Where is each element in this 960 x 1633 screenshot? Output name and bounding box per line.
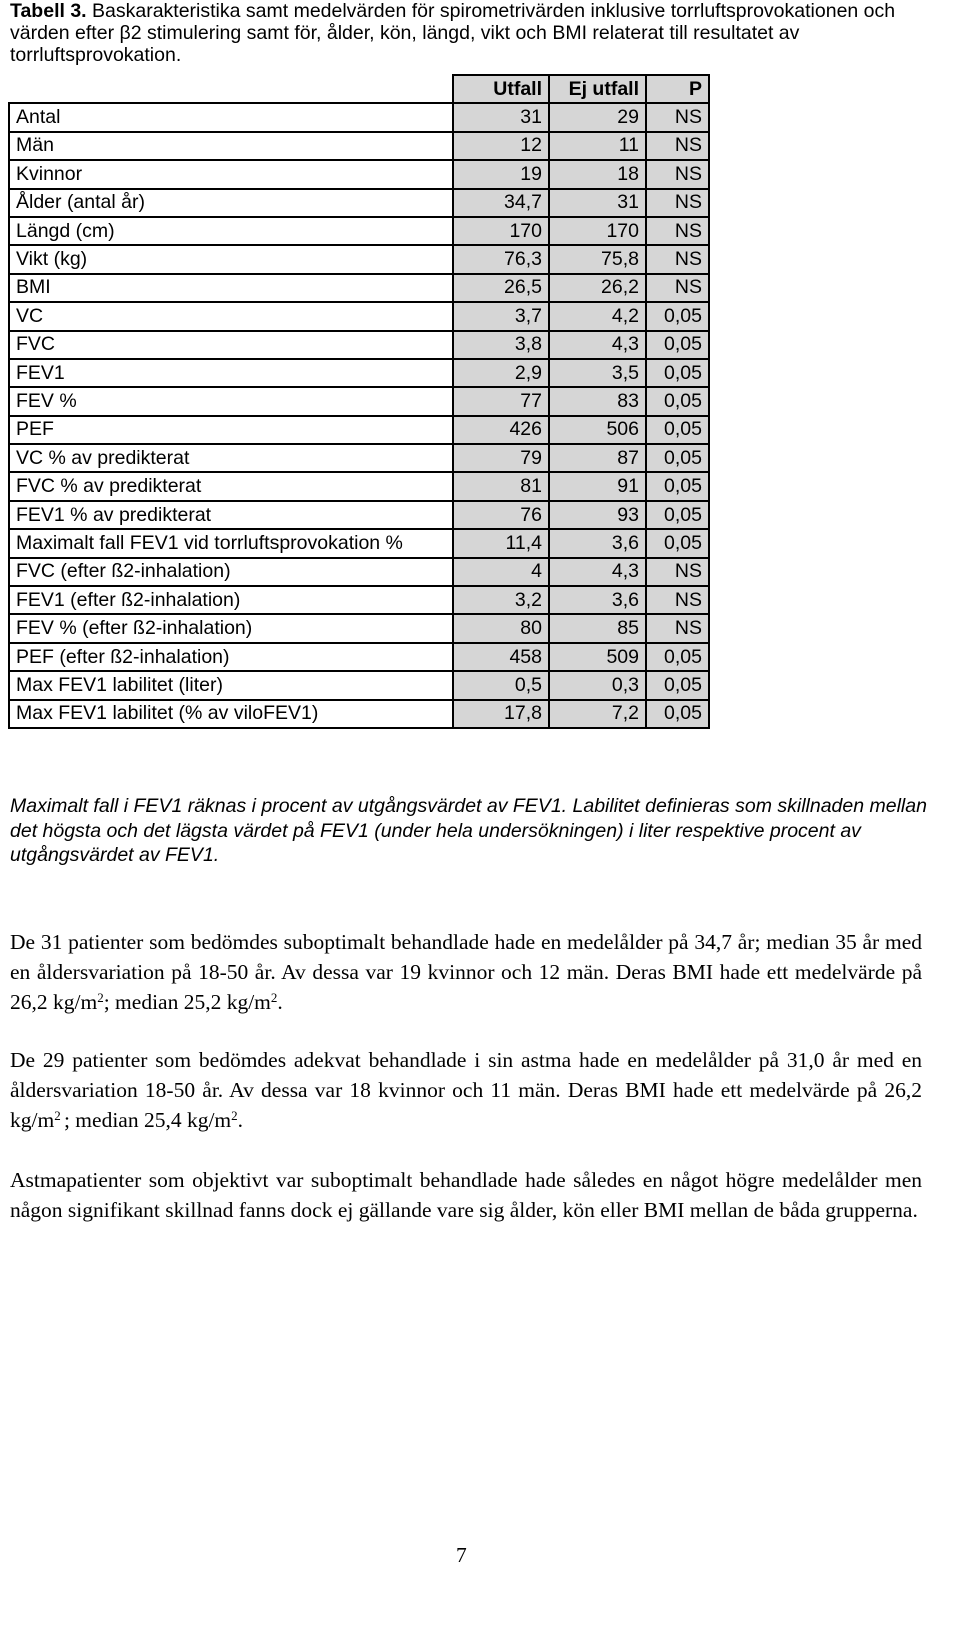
cell-ej-utfall: 7,2 (549, 700, 646, 728)
cell-p: NS (646, 245, 709, 273)
row-label: Längd (cm) (9, 217, 453, 245)
table-row (9, 331, 709, 359)
cell-ej-utfall: 4,3 (549, 331, 646, 359)
cell-utfall: 458 (453, 643, 549, 671)
paragraph-suboptimal (10, 927, 922, 1017)
baseline-table (8, 74, 710, 729)
row-label: VC % av predikterat (9, 444, 453, 472)
paragraph-adekvat (10, 1045, 922, 1135)
cell-ej-utfall: 3,5 (549, 359, 646, 387)
p1-sup-1: 2 (97, 990, 104, 1005)
cell-utfall: 3,8 (453, 331, 549, 359)
table-row (9, 189, 709, 217)
row-label: Vikt (kg) (9, 245, 453, 273)
row-label: BMI (9, 274, 453, 302)
cell-ej-utfall: 87 (549, 444, 646, 472)
cell-utfall: 79 (453, 444, 549, 472)
table-row (9, 245, 709, 273)
cell-utfall: 0,5 (453, 671, 549, 699)
cell-p: NS (646, 274, 709, 302)
cell-p: 0,05 (646, 643, 709, 671)
table-row (9, 614, 709, 642)
p1-sup-2: 2 (270, 990, 278, 1005)
table-row (9, 501, 709, 529)
cell-utfall: 170 (453, 217, 549, 245)
cell-utfall: 12 (453, 132, 549, 160)
cell-p: NS (646, 217, 709, 245)
cell-ej-utfall: 0,3 (549, 671, 646, 699)
cell-ej-utfall: 3,6 (549, 529, 646, 557)
table-row (9, 387, 709, 415)
p2-text-b: ; median 25,4 kg/m (63, 1108, 232, 1132)
header-p: P (646, 75, 709, 103)
table-row (9, 160, 709, 188)
cell-p: 0,05 (646, 359, 709, 387)
cell-p: 0,05 (646, 472, 709, 500)
cell-ej-utfall: 4,3 (549, 558, 646, 586)
p2-sup-1: 2 (54, 1108, 64, 1123)
cell-ej-utfall: 91 (549, 472, 646, 500)
row-label: FVC % av predikterat (9, 472, 453, 500)
cell-utfall: 76 (453, 501, 549, 529)
caption-text: Baskarakteristika samt medelvärden för spirometrivärden inklusive torrluftsprovokationen och värden efter β2 stimulering samt för, ålder, kön, längd, vikt och BMI relaterat till resultatet av torrluftsprovokation. (10, 0, 896, 66)
cell-ej-utfall: 75,8 (549, 245, 646, 273)
table-row (9, 217, 709, 245)
cell-ej-utfall: 83 (549, 387, 646, 415)
cell-utfall: 80 (453, 614, 549, 642)
row-label: FVC (efter ß2-inhalation) (9, 558, 453, 586)
cell-ej-utfall: 31 (549, 189, 646, 217)
cell-ej-utfall: 18 (549, 160, 646, 188)
row-label: FEV % (9, 387, 453, 415)
cell-p: 0,05 (646, 416, 709, 444)
table-caption (10, 0, 940, 66)
cell-p: NS (646, 160, 709, 188)
table-row (9, 132, 709, 160)
cell-utfall: 81 (453, 472, 549, 500)
row-label: FEV1 (efter ß2-inhalation) (9, 586, 453, 614)
cell-ej-utfall: 93 (549, 501, 646, 529)
cell-utfall: 17,8 (453, 700, 549, 728)
cell-p: 0,05 (646, 444, 709, 472)
cell-utfall: 426 (453, 416, 549, 444)
cell-utfall: 4 (453, 558, 549, 586)
cell-ej-utfall: 29 (549, 103, 646, 131)
page-number: 7 (456, 1543, 467, 1567)
cell-utfall: 31 (453, 103, 549, 131)
row-label: FEV1 % av predikterat (9, 501, 453, 529)
cell-utfall: 26,5 (453, 274, 549, 302)
cell-p: NS (646, 189, 709, 217)
cell-p: NS (646, 103, 709, 131)
cell-ej-utfall: 3,6 (549, 586, 646, 614)
table-row (9, 302, 709, 330)
cell-utfall: 3,2 (453, 586, 549, 614)
table-row (9, 558, 709, 586)
cell-p: NS (646, 586, 709, 614)
cell-p: NS (646, 614, 709, 642)
row-label: FEV % (efter ß2-inhalation) (9, 614, 453, 642)
cell-p: NS (646, 558, 709, 586)
cell-ej-utfall: 506 (549, 416, 646, 444)
table-row (9, 444, 709, 472)
table-row (9, 586, 709, 614)
cell-utfall: 76,3 (453, 245, 549, 273)
cell-utfall: 77 (453, 387, 549, 415)
row-label: Maximalt fall FEV1 vid torrluftsprovokation % (9, 529, 453, 557)
table-header-row (9, 75, 709, 103)
table-row (9, 529, 709, 557)
table-row (9, 103, 709, 131)
cell-ej-utfall: 4,2 (549, 302, 646, 330)
cell-p: 0,05 (646, 387, 709, 415)
cell-p: 0,05 (646, 700, 709, 728)
row-label: Max FEV1 labilitet (% av viloFEV1) (9, 700, 453, 728)
row-label: Ålder (antal år) (9, 189, 453, 217)
row-label: PEF (efter ß2-inhalation) (9, 643, 453, 671)
table-row (9, 274, 709, 302)
row-label: FEV1 (9, 359, 453, 387)
table-body (9, 103, 709, 728)
table-row (9, 359, 709, 387)
header-utfall: Utfall (453, 75, 549, 103)
cell-utfall: 19 (453, 160, 549, 188)
cell-ej-utfall: 26,2 (549, 274, 646, 302)
p1-text-b: ; median 25,2 kg/m (103, 990, 271, 1014)
p1-text-c: . (277, 990, 283, 1014)
table-row (9, 671, 709, 699)
cell-utfall: 2,9 (453, 359, 549, 387)
row-label: VC (9, 302, 453, 330)
table-row (9, 643, 709, 671)
cell-p: NS (646, 132, 709, 160)
table-row (9, 472, 709, 500)
cell-ej-utfall: 509 (549, 643, 646, 671)
row-label: Män (9, 132, 453, 160)
table-row (9, 416, 709, 444)
row-label: Antal (9, 103, 453, 131)
cell-p: 0,05 (646, 529, 709, 557)
cell-p: 0,05 (646, 671, 709, 699)
cell-ej-utfall: 170 (549, 217, 646, 245)
cell-ej-utfall: 11 (549, 132, 646, 160)
cell-p: 0,05 (646, 501, 709, 529)
paragraph-conclusion: Astmapatienter som objektivt var suboptimalt behandlade hade således en något högre medelålder men någon signifikant skillnad fanns dock ej gällande vare sig ålder, kön eller BMI mellan de båda grupperna. (10, 1168, 922, 1222)
cell-utfall: 34,7 (453, 189, 549, 217)
cell-utfall: 3,7 (453, 302, 549, 330)
row-label: PEF (9, 416, 453, 444)
cell-p: 0,05 (646, 302, 709, 330)
caption-label: Tabell 3. (10, 0, 87, 22)
header-blank (9, 75, 453, 103)
row-label: Max FEV1 labilitet (liter) (9, 671, 453, 699)
p1-text-a: De 31 patienter som bedömdes suboptimalt behandlade hade en medelålder på 34,7 år; median 35 år med en åldersvariation på 18-50 år. Av dessa var 19 kvinnor och 12 män. Deras BMI hade ett medelvärde på 26,2 kg/m (10, 930, 922, 1014)
cell-ej-utfall: 85 (549, 614, 646, 642)
row-label: Kvinnor (9, 160, 453, 188)
p2-text-c: . (237, 1108, 244, 1132)
p2-text-a: De 29 patienter som bedömdes adekvat behandlade i sin astma hade en medelålder på 31,0 år med en åldersvariation 18-50 år. Av dessa var 18 kvinnor och 11 män. Deras BMI hade ett medelvärde på 26,2 kg/m (10, 1048, 922, 1132)
row-label: FVC (9, 331, 453, 359)
header-ej-utfall: Ej utfall (549, 75, 646, 103)
table-row (9, 700, 709, 728)
cell-utfall: 11,4 (453, 529, 549, 557)
table-note: Maximalt fall i FEV1 räknas i procent av utgångsvärdet av FEV1. Labilitet definieras som skillnaden mellan det högsta och det lägsta värdet på FEV1 (under hela undersökningen) i liter respektive procent av utgångsvärdet av FEV1. (10, 795, 927, 866)
cell-p: 0,05 (646, 331, 709, 359)
p2-sup-2: 2 (231, 1108, 238, 1123)
